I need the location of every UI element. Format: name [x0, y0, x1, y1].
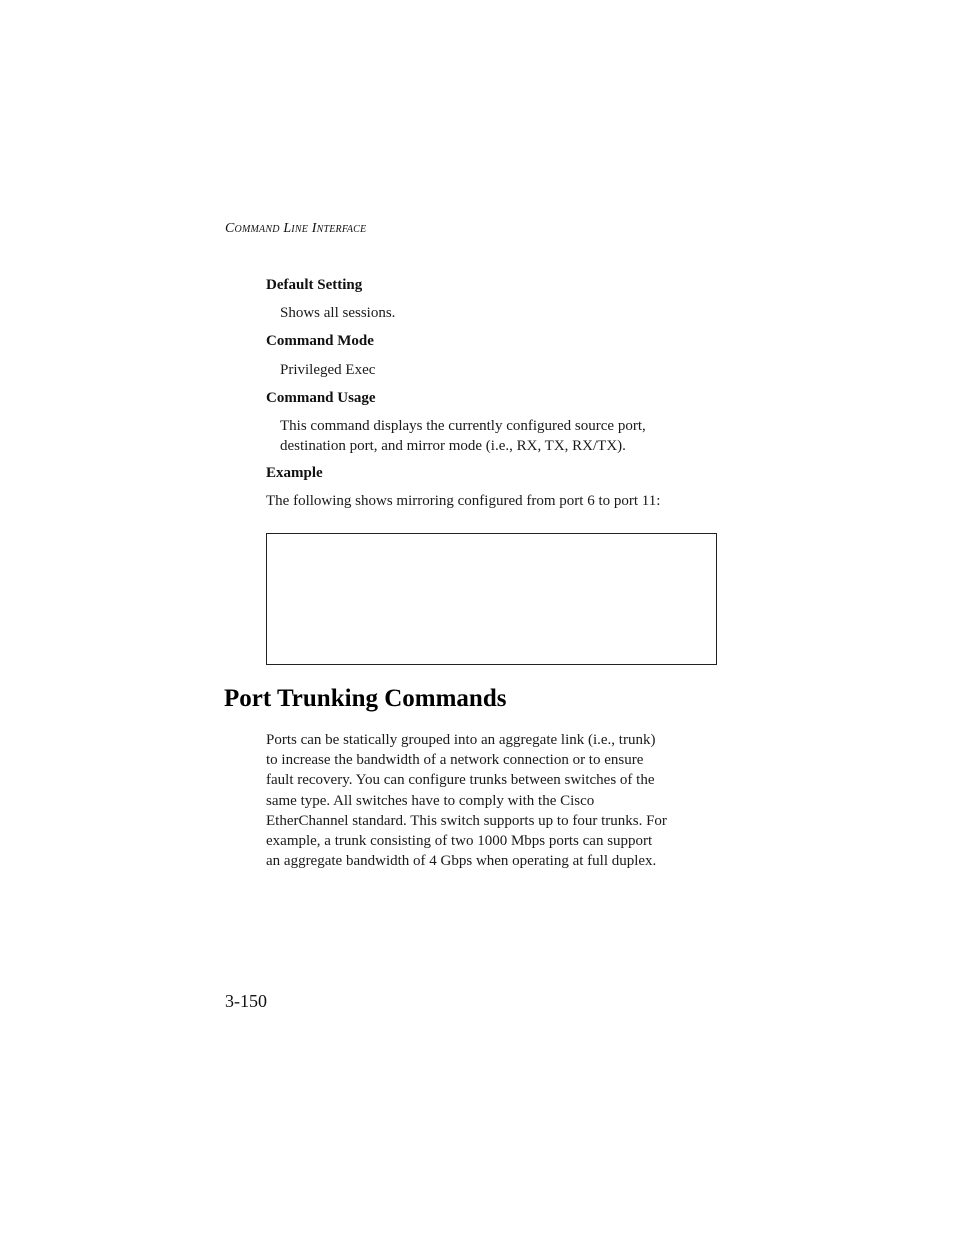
paragraph-line: fault recovery. You can configure trunks between switches of the: [266, 772, 655, 789]
command-usage-line-1: This command displays the currently configured source port,: [280, 418, 646, 434]
default-setting-section: [266, 276, 718, 323]
section-heading: Port Trunking Commands: [224, 685, 507, 712]
command-usage-line-2: destination port, and mirror mode (i.e., RX, TX, RX/TX).: [280, 438, 626, 454]
command-usage-section: [266, 389, 718, 456]
example-section: [266, 464, 718, 511]
paragraph-line: Ports can be statically grouped into an aggregate link (i.e., trunk): [266, 732, 656, 748]
intro-paragraph: [266, 730, 718, 871]
command-mode-label: Command Mode: [266, 333, 374, 349]
example-code-box: [266, 533, 717, 665]
command-mode-text: Privileged Exec: [280, 362, 376, 378]
running-header: Command Line Interface: [225, 221, 367, 236]
default-setting-label: Default Setting: [266, 277, 363, 293]
paragraph-line: an aggregate bandwidth of 4 Gbps when operating at full duplex.: [266, 853, 657, 870]
paragraph-line: EtherChannel standard. This switch supports up to four trunks. For: [266, 812, 667, 829]
example-label: Example: [266, 465, 323, 481]
paragraph-line: same type. All switches have to comply with the Cisco: [266, 792, 595, 809]
example-text: The following shows mirroring configured from port 6 to port 11:: [266, 493, 661, 509]
paragraph-line: to increase the bandwidth of a network connection or to ensure: [266, 752, 644, 769]
default-setting-text: Shows all sessions.: [280, 305, 396, 321]
page-number: 3-150: [225, 991, 267, 1011]
command-usage-label: Command Usage: [266, 390, 376, 406]
command-mode-section: [266, 332, 718, 380]
paragraph-line: example, a trunk consisting of two 1000 Mbps ports can support: [266, 833, 653, 850]
